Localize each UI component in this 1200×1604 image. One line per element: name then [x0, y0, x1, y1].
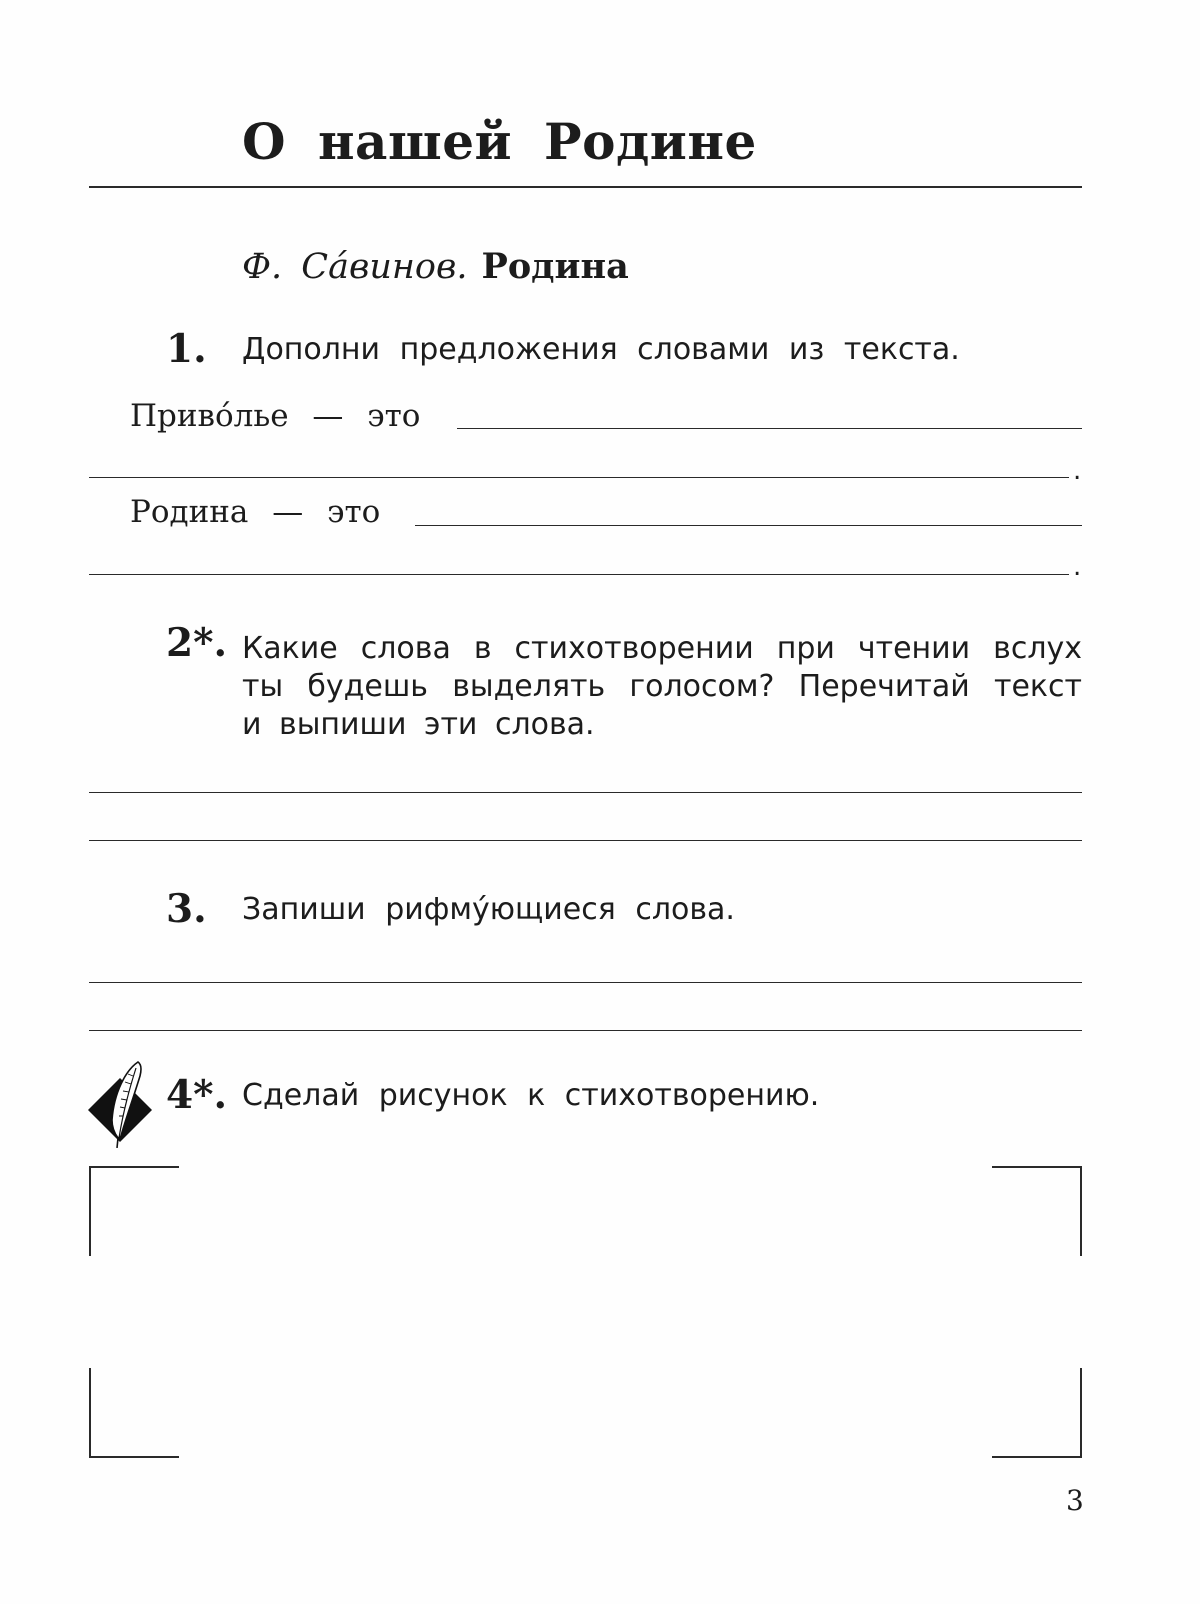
field-1-end-mark: . [1073, 456, 1082, 486]
frame-corner-bottom-left [89, 1368, 179, 1458]
task-4-number: 4*. [166, 1072, 228, 1118]
page-number: 3 [1066, 1484, 1084, 1517]
task-2-text: Какие слова в стихотворении при чтении вслух ты будешь выделять голосом? Перечитай текст и выпиши эти слова. [242, 631, 1082, 742]
task-2-number: 2*. [166, 620, 228, 666]
field-2-answer-line-2[interactable] [89, 574, 1069, 575]
drawing-area[interactable] [89, 1166, 1082, 1458]
title-underline [89, 186, 1082, 188]
task-2-answer-line-2[interactable] [89, 840, 1082, 841]
field-2-label: Родина — это [130, 494, 381, 530]
frame-corner-top-left [89, 1166, 179, 1256]
field-1-answer-line-2[interactable] [89, 477, 1069, 478]
chapter-title: О нашей Родине [242, 112, 757, 171]
task-1-text: Дополни предложения словами из текста. [242, 332, 960, 367]
frame-corner-top-right [992, 1166, 1082, 1256]
task-3-answer-line-1[interactable] [89, 982, 1082, 983]
field-2-end-mark: . [1073, 552, 1082, 582]
feather-pen-icon [88, 1058, 158, 1148]
field-2-answer-line[interactable] [415, 525, 1082, 526]
field-1-label: Приво́лье — это [130, 398, 421, 434]
work-author: Ф. Са́винов. [242, 247, 468, 287]
task-3-text: Запиши рифму́ющиеся слова. [242, 892, 735, 927]
work-heading [242, 246, 629, 287]
field-1-answer-line[interactable] [457, 428, 1082, 429]
task-2-answer-line-1[interactable] [89, 792, 1082, 793]
task-1-number: 1. [166, 326, 207, 372]
task-3-answer-line-2[interactable] [89, 1030, 1082, 1031]
task-3-number: 3. [166, 886, 207, 932]
task-4-text: Сделай рисунок к стихотворению. [242, 1078, 820, 1113]
work-title: Родина [481, 246, 629, 287]
frame-corner-bottom-right [992, 1368, 1082, 1458]
